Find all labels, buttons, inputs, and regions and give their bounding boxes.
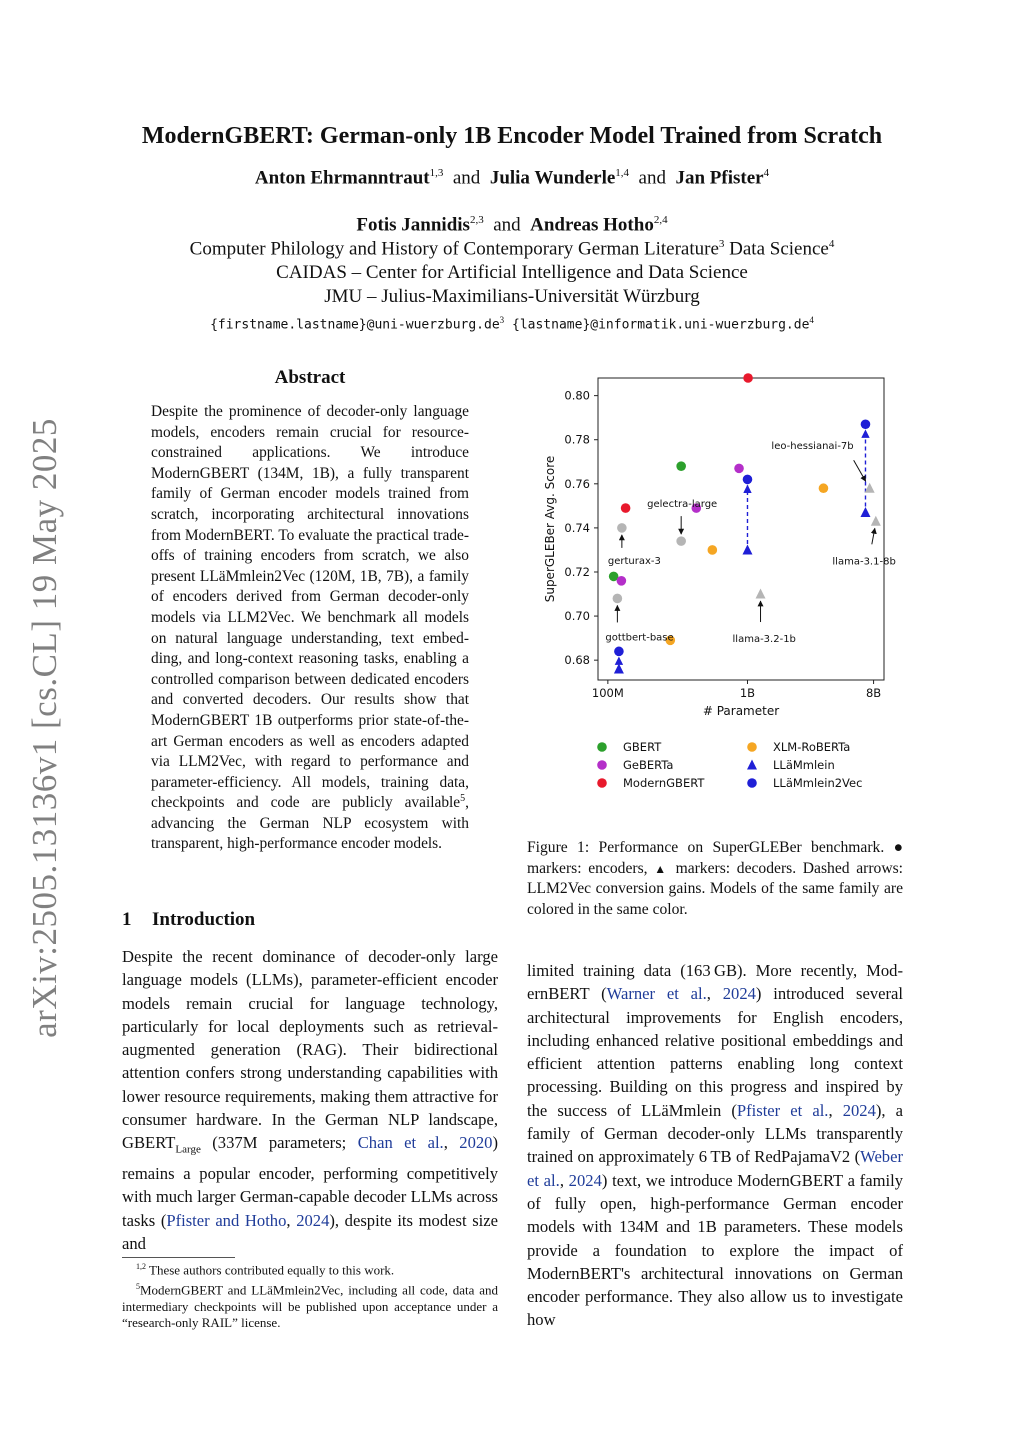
body-text: ), a family of German decoder-only LLMs transparently trained on approximately 6 TB of RedPajamaV2 ( xyxy=(527,1100,903,1167)
legend-label: LLäMmlein xyxy=(773,758,835,772)
body-text: ) introduced several architectural improvements for English encoders, including enhanced relative positional embeddings and efficient attention patterns enabling long context processing. Building on this progress and inspired by the success of LLäMmlein ( xyxy=(527,984,903,1120)
body-text: (337M parameters; xyxy=(200,1133,358,1153)
annotation-label: llama-3.1-8b xyxy=(832,556,896,568)
author-name: Jan Pfister xyxy=(675,167,764,189)
annotation-label: leo-hessianai-7b xyxy=(771,441,854,453)
legend-marker-triangle xyxy=(747,760,757,770)
abstract-text: Despite the prominence of decoder-only language models, encoders remain crucial for resource-constrained applications. We introduce ModernGBERT (134M, 1B), a fully transparent family of German encoder models trained from scratch, incorporating architectural innovations from ModernBERT. To evaluate the practical trade-offs of training encoders from scratch, we also present LLäMmlein2Vec (120M, 1B, 7B), a family of encoders derived from German decoder-only models via LLM2Vec. We benchmark all models on natural language understanding, text embedding, and long-context reasoning tasks, enabling a controlled comparison between dedicated encoders and converted decoders. Our results show that ModernGBERT 1B outperforms prior state-of-the-art German encoders as well as encoders adapted via LLM2Vec, with regard to performance and parameter-efficiency. All models, training data, checkpoints and code are publicly available xyxy=(151,403,469,812)
citation-link[interactable]: Chan et al., 2020 xyxy=(357,1133,493,1153)
legend-marker-circle xyxy=(747,742,757,752)
footnote-1: $^{1,2}$ These authors contributed equally to this work. xyxy=(136,1262,395,1278)
y-tick-label: 0.76 xyxy=(564,476,590,491)
annotation-arrow xyxy=(872,528,875,544)
data-point-circle xyxy=(743,475,753,485)
data-point-triangle xyxy=(614,663,624,673)
author-line-1 xyxy=(0,167,1024,189)
author-affil: 1,4 xyxy=(615,167,630,179)
email-line xyxy=(0,315,1024,332)
author-affil: 2,4 xyxy=(653,214,668,226)
author-affil: 2,3 xyxy=(469,214,484,226)
email-2: {lastname}@informatik.uni-wuerzburg.de xyxy=(504,317,810,333)
data-point-circle xyxy=(614,647,624,657)
author-line-2 xyxy=(0,214,1024,236)
x-axis-label: # Parameter xyxy=(702,704,780,718)
affiliation-sup: 3 xyxy=(718,238,725,250)
circle-marker-icon: ● xyxy=(893,839,903,856)
annotation-label: llama-3.2-1b xyxy=(732,634,796,646)
data-point-circle xyxy=(617,523,627,533)
body-text: ) remains a popular encoder, performing competitively with much larger German-capable decoder LLMs across tasks ( xyxy=(122,1133,498,1230)
affiliation-line-2: CAIDAS – Center for Artificial Intelligence and Data Science xyxy=(276,262,748,283)
author-name: Fotis Jannidis xyxy=(356,214,470,236)
paper-title: ModernGBERT: German-only 1B Encoder Model Trained from Scratch xyxy=(141,123,883,149)
author-affil: 4 xyxy=(763,167,770,179)
annotation-label: gerturax-3 xyxy=(607,555,661,567)
abstract-body xyxy=(151,402,469,855)
x-tick-label: 8B xyxy=(865,686,882,700)
data-point-circle xyxy=(676,536,686,546)
body-text: limited training data (163 GB). More recently, ModernBERT ( xyxy=(527,961,903,1004)
section-title: Introduction xyxy=(152,909,256,930)
abstract-heading: Abstract xyxy=(274,367,346,388)
affiliation-text: Data Science xyxy=(724,238,829,260)
footnote-5: $^5$ModernGBERT and LLäMmlein2Vec, including all code, data and intermediary checkpoints will be published upon acceptance under a “research-only RAIL” license. xyxy=(122,1281,498,1331)
legend-label: XLM-RoBERTa xyxy=(773,740,851,754)
figure-caption: Figure 1: Performance on SuperGLEBer benchmark. ● markers: encoders, ▲ markers: decoders. Dashed arrows: LLM2Vec conversion gains. Models of the same family are colored in the same color. xyxy=(527,839,903,918)
author-name: Andreas Hotho xyxy=(530,214,654,236)
data-point-circle xyxy=(861,419,871,429)
annotation-label: gelectra-large xyxy=(647,499,718,511)
legend-label: ModernGBERT xyxy=(623,776,705,790)
body-text: Despite the recent dominance of decoder-only large language models (LLMs), parameter-efficient encoder models remain crucial for language technology, particularly for local deployments such as retrieval-augmented generation (RAG). Their bidirectional attention confers strong understanding capabilities with lower resource requirements, making them attractive for consumer hardware. In the German NLP landscape, GBERT xyxy=(122,947,498,1153)
data-point-circle xyxy=(676,461,686,471)
body-text: ) text, we introduce ModernGBERT a family of fully open, high-performance German encoder models with 134M and 1B parameters. These models provide a foundation to explore the impact of ModernBERT's architectural innovations on German encoder performance. They also allow us to investigate how xyxy=(527,1170,903,1330)
section-heading-introduction xyxy=(122,909,255,931)
data-point-circle xyxy=(621,503,631,513)
y-tick-label: 0.72 xyxy=(564,564,590,579)
affiliation-text: Computer Philology and History of Contemporary German Literature xyxy=(189,238,719,260)
data-point-circle xyxy=(819,483,829,493)
annotation-arrow xyxy=(854,460,866,481)
legend-label: LLäMmlein2Vec xyxy=(773,776,863,790)
y-tick-label: 0.70 xyxy=(564,609,590,624)
email-1: {firstname.lastname}@uni-wuerzburg.de xyxy=(210,317,500,333)
legend-label: GBERT xyxy=(623,740,662,754)
email-sup: 4 xyxy=(809,315,814,325)
affiliation-line-1 xyxy=(0,238,1024,260)
citation-link[interactable]: Weber et al., 2024 xyxy=(527,1147,903,1190)
data-point-circle xyxy=(734,464,744,474)
data-point-triangle xyxy=(871,516,881,526)
citation-link[interactable]: Pfister and Hotho, 2024 xyxy=(166,1210,330,1230)
author-and: and xyxy=(638,167,666,189)
data-point-triangle xyxy=(756,589,766,599)
author-name: Anton Ehrmanntraut xyxy=(254,167,430,189)
footnote-ref[interactable]: 5 xyxy=(460,793,466,805)
abstract-text: , advancing the German NLP ecosystem with transparent, high-performance encoder models. xyxy=(151,794,469,853)
section-number: 1 xyxy=(122,909,132,930)
legend-marker-circle xyxy=(597,778,607,788)
affiliation-line-3: JMU – Julius-Maximilians-Universität Würzburg xyxy=(324,286,700,307)
legend-marker-circle xyxy=(597,760,607,770)
body-text: ), despite its modest size and xyxy=(122,1210,498,1253)
x-tick-label: 100M xyxy=(591,686,624,700)
legend-marker-circle xyxy=(747,778,757,788)
data-point-circle xyxy=(617,576,627,586)
x-tick-label: 1B xyxy=(739,686,756,700)
footnotes xyxy=(122,1259,498,1332)
legend-marker-circle xyxy=(597,742,607,752)
y-tick-label: 0.78 xyxy=(564,432,590,447)
y-tick-label: 0.74 xyxy=(564,520,590,535)
arxiv-identifier: arXiv:2505.13136v1 [cs.CL] 19 May 2025 xyxy=(25,418,64,1038)
intro-paragraph-left xyxy=(122,945,498,1255)
data-point-circle xyxy=(613,594,623,604)
y-tick-label: 0.68 xyxy=(564,653,590,668)
y-axis-label: SuperGLEBer Avg. Score xyxy=(543,455,557,603)
intro-paragraph-right xyxy=(527,959,903,1332)
data-point-triangle xyxy=(742,544,752,554)
author-name: Julia Wunderle xyxy=(489,167,616,189)
data-point-circle xyxy=(743,373,753,383)
y-tick-label: 0.80 xyxy=(564,388,590,403)
data-point-triangle xyxy=(860,507,870,517)
legend-label: GeBERTa xyxy=(623,758,674,772)
subscript: Large xyxy=(175,1143,201,1156)
author-and: and xyxy=(493,214,521,236)
triangle-marker-icon: ▲ xyxy=(654,861,669,876)
scatter-chart xyxy=(527,360,903,790)
author-affil: 1,3 xyxy=(429,167,444,179)
footnote-rule xyxy=(122,1257,235,1258)
data-point-circle xyxy=(708,545,718,555)
affiliation-sup: 4 xyxy=(828,238,835,250)
citation-link[interactable]: Pfister et al., 2024 xyxy=(736,1100,876,1120)
author-and: and xyxy=(452,167,481,189)
email-sup: 3 xyxy=(499,315,505,325)
annotation-label: gottbert-base xyxy=(605,632,674,644)
citation-link[interactable]: Warner et al., 2024 xyxy=(606,984,756,1004)
